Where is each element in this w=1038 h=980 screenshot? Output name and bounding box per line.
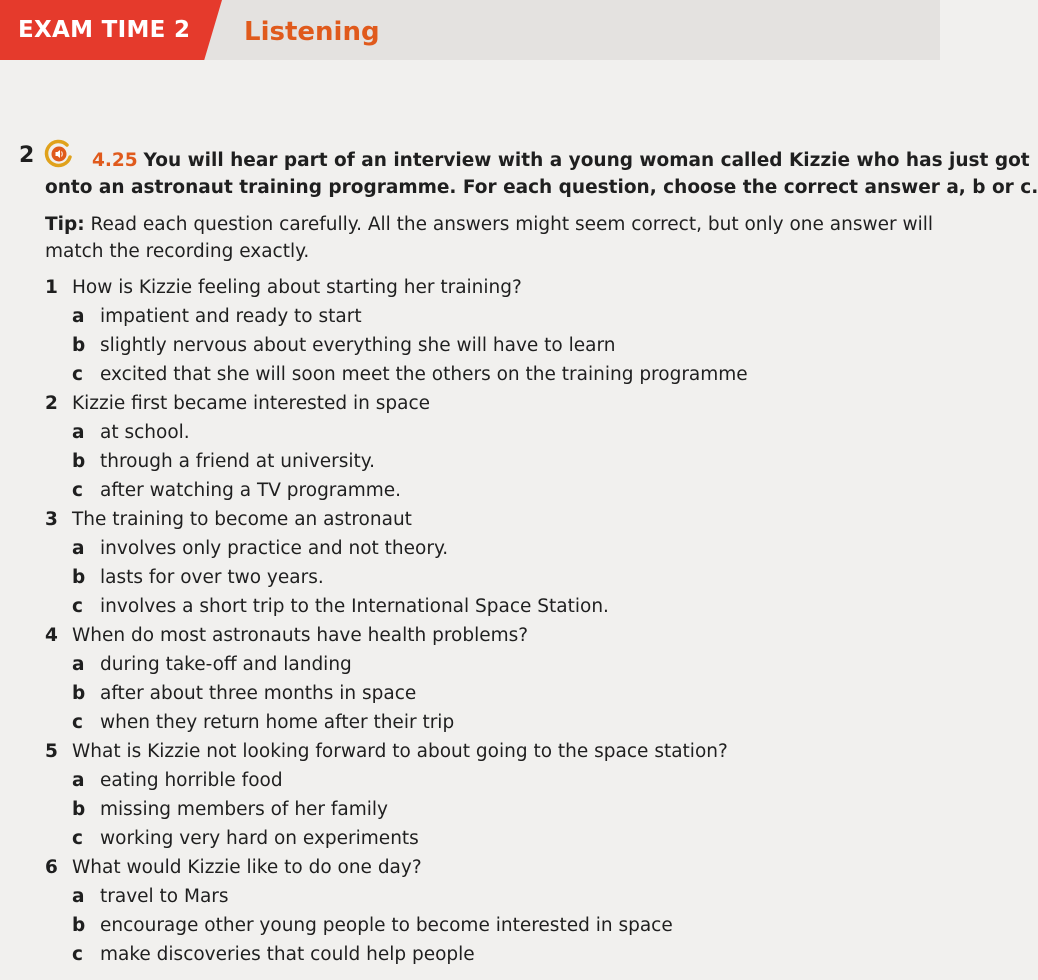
question-number: 2 (45, 393, 58, 414)
question-number: 3 (45, 509, 58, 530)
option-text[interactable]: encourage other young people to become interested in space (100, 915, 673, 936)
question-text: What is Kizzie not looking forward to about going to the space station? (72, 741, 728, 762)
option-letter[interactable]: b (72, 915, 86, 936)
instruction-text-1: You will hear part of an interview with a young woman called Kizzie who has just got (143, 150, 1030, 171)
option-text[interactable]: during take-off and landing (100, 654, 352, 675)
option-letter[interactable]: c (72, 480, 83, 501)
option-letter[interactable]: b (72, 799, 86, 820)
option-text[interactable]: involves only practice and not theory. (100, 538, 449, 559)
option-text[interactable]: excited that she will soon meet the others on the training programme (100, 364, 748, 385)
question-text: What would Kizzie like to do one day? (72, 857, 422, 878)
option-letter[interactable]: c (72, 944, 83, 965)
option-letter[interactable]: a (72, 654, 85, 675)
option-text[interactable]: make discoveries that could help people (100, 944, 475, 965)
option-text[interactable]: at school. (100, 422, 190, 443)
option-text[interactable]: involves a short trip to the International Space Station. (100, 596, 609, 617)
option-text[interactable]: when they return home after their trip (100, 712, 455, 733)
option-letter[interactable]: b (72, 567, 86, 588)
option-letter[interactable]: a (72, 306, 85, 327)
tip-line-2: match the recording exactly. (45, 241, 310, 262)
option-letter[interactable]: b (72, 683, 86, 704)
option-letter[interactable]: a (72, 770, 85, 791)
question-number: 4 (45, 625, 58, 646)
tip-label: Tip: (45, 214, 85, 235)
option-letter[interactable]: c (72, 596, 83, 617)
option-letter[interactable]: b (72, 335, 86, 356)
option-text[interactable]: travel to Mars (100, 886, 229, 907)
tip-text-1: Read each question carefully. All the answers might seem correct, but only one answer will (90, 214, 934, 235)
question-number: 5 (45, 741, 58, 762)
exercise-number: 2 (19, 143, 35, 168)
option-text[interactable]: eating horrible food (100, 770, 283, 791)
track-number: 4.25 (92, 150, 138, 171)
question-number: 1 (45, 277, 58, 298)
option-text[interactable]: after watching a TV programme. (100, 480, 402, 501)
option-letter[interactable]: c (72, 712, 83, 733)
question-text: Kizzie first became interested in space (72, 393, 431, 414)
option-letter[interactable]: a (72, 538, 85, 559)
option-text[interactable]: after about three months in space (100, 683, 417, 704)
option-text[interactable]: impatient and ready to start (100, 306, 362, 327)
option-letter[interactable]: a (72, 422, 85, 443)
question-number: 6 (45, 857, 58, 878)
option-letter[interactable]: a (72, 886, 85, 907)
question-text: The training to become an astronaut (72, 509, 412, 530)
option-letter[interactable]: c (72, 828, 83, 849)
audio-icon[interactable] (45, 140, 73, 168)
section-title: Listening (244, 17, 380, 47)
tip-line-1 (45, 213, 933, 237)
question-text: When do most astronauts have health problems? (72, 625, 529, 646)
instruction-line-2: onto an astronaut training programme. For each question, choose the correct answer a, b or c. (45, 177, 1038, 198)
option-letter[interactable]: b (72, 451, 86, 472)
exam-time-label: EXAM TIME 2 (18, 17, 191, 43)
option-text[interactable]: through a friend at university. (100, 451, 375, 472)
option-text[interactable]: slightly nervous about everything she will have to learn (100, 335, 616, 356)
option-letter[interactable]: c (72, 364, 83, 385)
option-text[interactable]: missing members of her family (100, 799, 389, 820)
instruction-line-1 (92, 149, 1030, 173)
question-text: How is Kizzie feeling about starting her training? (72, 277, 522, 298)
option-text[interactable]: working very hard on experiments (100, 828, 419, 849)
option-text[interactable]: lasts for over two years. (100, 567, 324, 588)
